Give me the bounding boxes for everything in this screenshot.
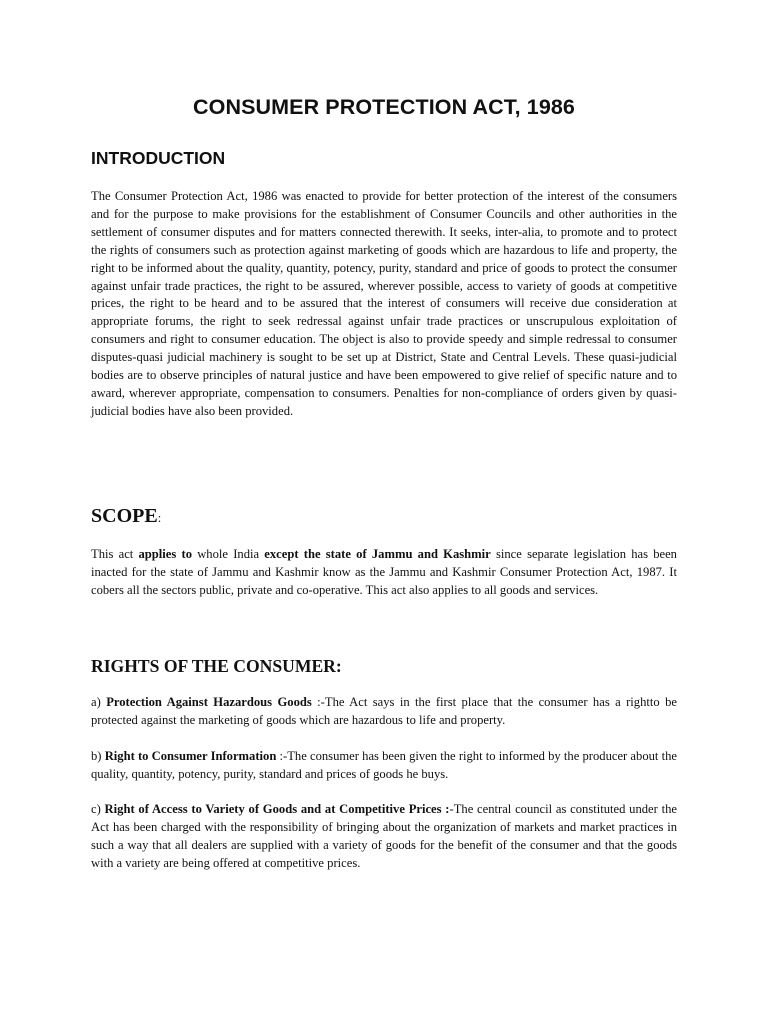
right-item-hazardous-goods — [91, 694, 677, 730]
right-item-text: :-The consumer has been given the right to informed by the producer about the quality, quantity, potency, purity, standard and prices of goods he buys. — [91, 749, 677, 781]
introduction-heading: INTRODUCTION — [91, 148, 226, 168]
right-item-access-variety — [91, 801, 677, 873]
right-item-text: -The central council as constituted under the Act has been charged with the responsibility of bringing about the organization of markets and market practices in such a way that all dealers are supplied with a variety of goods for the benefit of the consumer and that the goods with a variety are being offered at competitive prices. — [91, 802, 677, 870]
right-item-prefix: b) — [91, 749, 105, 763]
document-page — [91, 0, 677, 1024]
scope-heading-colon: : — [157, 511, 162, 525]
right-item-label: Right of Access to Variety of Goods and at Competitive Prices : — [104, 802, 450, 816]
scope-text-1: This act — [91, 547, 139, 561]
right-item-prefix: a) — [91, 695, 107, 709]
scope-text-3: since separate legislation has been inacted for the state of Jammu and Kashmir know as the Jammu and Kashmir Consumer Protection Act, 1987. It cobers all the sectors public, private and co-operative. This act also applies to all goods and services. — [91, 547, 677, 597]
right-item-prefix: c) — [91, 802, 105, 816]
rights-heading: RIGHTS OF THE CONSUMER: — [91, 656, 342, 676]
right-item-text: :-The Act says in the first place that the consumer has a rightto be protected against the marketing of goods which are hazardous to life and property. — [91, 695, 677, 727]
scope-heading — [91, 504, 161, 530]
right-item-consumer-information — [91, 748, 677, 784]
scope-bold-exception: except the state of Jammu and Kashmir — [264, 547, 491, 561]
scope-paragraph — [91, 546, 677, 600]
right-item-label: Protection Against Hazardous Goods — [106, 695, 312, 709]
introduction-paragraph: The Consumer Protection Act, 1986 was enacted to provide for better protection of the interest of the consumers and for the purpose to make provisions for the establishment of Consumer Councils and other authorities in the settlement of consumer disputes and for matters connected therewith. It seeks, inter-alia, to promote and to protect the rights of consumers such as protection against marketing of goods which are hazardous to life and property, the right to be informed about the quality, quantity, potency, purity, standard and price of goods to protect the consumer against unfair trade practices, the right to be assured, wherever possible, access to variety of goods at competitive prices, the right to be heard and to be assured that the interest of consumers will receive due consideration at appropriate forums, the right to seek redressal against unfair trade practices or unscrupulous exploitation of consumers and right to consumer education. The object is also to provide speedy and simple redressal to consumer disputes-quasi judicial machinery is sought to be set up at District, State and Central Levels. These quasi-judicial bodies are to observe principles of natural justice and have been empowered to give relief of specific nature and to award, wherever appropriate, compensation to consumers. Penalties for non-compliance of orders given by quasi-judicial bodies have also been provided. — [91, 189, 677, 418]
right-item-label: Right to Consumer Information — [104, 749, 277, 763]
document-title: CONSUMER PROTECTION ACT, 1986 — [193, 95, 575, 119]
scope-text-2: whole India — [192, 547, 265, 561]
scope-heading-text: SCOPE — [91, 505, 158, 527]
scope-bold-applies-to: applies to — [138, 547, 192, 561]
